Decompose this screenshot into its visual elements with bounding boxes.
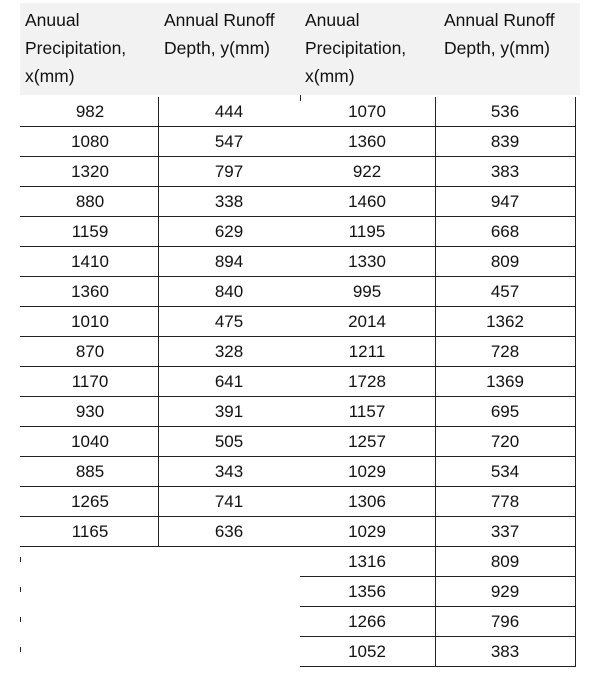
row-divider (20, 186, 300, 187)
left-runoff-cell: 894 (214, 252, 244, 271)
row-divider (300, 546, 576, 547)
right-runoff-cell: 809 (490, 252, 520, 271)
row-divider (300, 456, 576, 457)
edge-tick (20, 647, 21, 652)
edge-tick (20, 617, 21, 622)
header-runoff-1: Annual Runoff Depth, y(mm) (164, 10, 275, 58)
row-divider (300, 636, 576, 637)
column-divider (158, 97, 159, 547)
right-precipitation-cell: 922 (352, 162, 382, 181)
row-divider (20, 336, 300, 337)
right-runoff-cell: 778 (490, 492, 520, 511)
row-divider (300, 216, 576, 217)
right-runoff-cell: 720 (490, 432, 520, 451)
row-divider (20, 246, 300, 247)
left-precipitation-cell: 1010 (71, 312, 109, 331)
right-precipitation-cell: 1356 (348, 582, 386, 601)
row-divider (300, 426, 576, 427)
right-table-row (0, 187, 603, 217)
edge-tick (20, 557, 21, 562)
row-divider (300, 186, 576, 187)
left-precipitation-cell: 1410 (71, 252, 109, 271)
row-divider (300, 366, 576, 367)
right-runoff-cell: 383 (490, 162, 520, 181)
row-divider (300, 126, 576, 127)
right-runoff-cell: 536 (490, 102, 520, 121)
right-table-row (0, 277, 603, 307)
row-divider (20, 456, 300, 457)
right-precipitation-cell: 1070 (348, 102, 386, 121)
header-runoff-2: Annual Runoff Depth, y(mm) (444, 10, 555, 58)
edge-tick (20, 587, 21, 592)
right-table-row (0, 577, 603, 607)
right-precipitation-cell: 1195 (348, 222, 386, 241)
right-table-row (0, 457, 603, 487)
left-runoff-cell: 636 (214, 522, 244, 541)
row-divider (20, 276, 300, 277)
left-precipitation-cell: 1320 (71, 162, 109, 181)
left-precipitation-cell: 1360 (71, 282, 109, 301)
left-precipitation-cell: 1170 (71, 372, 109, 391)
left-runoff-cell: 641 (214, 372, 244, 391)
left-precipitation-cell: 1080 (71, 132, 109, 151)
left-runoff-cell: 343 (214, 462, 244, 481)
row-divider (300, 516, 576, 517)
right-table-row (0, 217, 603, 247)
column-divider (300, 95, 301, 101)
right-precipitation-cell: 1316 (348, 552, 386, 571)
right-table-row (0, 157, 603, 187)
row-divider (20, 546, 300, 547)
row-divider (300, 396, 576, 397)
left-runoff-cell: 444 (214, 102, 244, 121)
row-divider (300, 306, 576, 307)
left-precipitation-cell: 1159 (71, 222, 109, 241)
right-runoff-cell: 796 (490, 612, 520, 631)
left-precipitation-cell: 1165 (71, 522, 109, 541)
right-table-row (0, 397, 603, 427)
right-precipitation-cell: 1360 (348, 132, 386, 151)
left-runoff-cell: 505 (214, 432, 244, 451)
row-divider (300, 156, 576, 157)
left-precipitation-cell: 880 (75, 192, 105, 211)
right-table-row (0, 127, 603, 157)
row-divider (20, 426, 300, 427)
right-runoff-cell: 383 (490, 642, 520, 661)
right-table-row (0, 247, 603, 277)
right-runoff-cell: 337 (490, 522, 520, 541)
left-precipitation-cell: 930 (75, 402, 105, 421)
row-divider (20, 216, 300, 217)
row-divider (20, 156, 300, 157)
column-divider (575, 97, 576, 667)
right-precipitation-cell: 1728 (348, 372, 386, 391)
left-precipitation-cell: 1040 (71, 432, 109, 451)
right-runoff-cell: 839 (490, 132, 520, 151)
right-precipitation-cell: 1029 (348, 522, 386, 541)
row-divider (300, 276, 576, 277)
column-divider (435, 97, 436, 667)
right-runoff-cell: 929 (490, 582, 520, 601)
left-runoff-cell: 547 (214, 132, 244, 151)
right-runoff-cell: 1362 (486, 312, 524, 331)
left-runoff-cell: 840 (214, 282, 244, 301)
row-divider (20, 486, 300, 487)
right-runoff-cell: 728 (490, 342, 520, 361)
left-precipitation-cell: 870 (75, 342, 105, 361)
left-precipitation-cell: 982 (75, 102, 105, 121)
left-precipitation-cell: 885 (75, 462, 105, 481)
right-runoff-cell: 695 (490, 402, 520, 421)
right-precipitation-cell: 1157 (348, 402, 386, 421)
right-precipitation-cell: 995 (352, 282, 382, 301)
right-table-row (0, 637, 603, 667)
right-precipitation-cell: 1052 (348, 642, 386, 661)
row-divider (300, 486, 576, 487)
right-table-row (0, 97, 603, 127)
left-precipitation-cell: 1265 (71, 492, 109, 511)
row-divider (20, 396, 300, 397)
row-divider (20, 306, 300, 307)
header-precipitation-1: Anuual Precipitation, x(mm) (25, 10, 127, 86)
right-precipitation-cell: 1211 (348, 342, 386, 361)
right-precipitation-cell: 1266 (348, 612, 386, 631)
right-runoff-cell: 947 (490, 192, 520, 211)
left-runoff-cell: 629 (214, 222, 244, 241)
row-divider (20, 366, 300, 367)
row-divider (300, 246, 576, 247)
right-table-row (0, 427, 603, 457)
right-table-row (0, 487, 603, 517)
right-precipitation-cell: 2014 (348, 312, 386, 331)
left-runoff-cell: 328 (214, 342, 244, 361)
left-runoff-cell: 338 (214, 192, 244, 211)
right-precipitation-cell: 1257 (348, 432, 386, 451)
row-divider (300, 576, 576, 577)
row-divider (20, 126, 300, 127)
right-table-row (0, 337, 603, 367)
right-runoff-cell: 668 (490, 222, 520, 241)
left-runoff-cell: 475 (214, 312, 244, 331)
right-precipitation-cell: 1306 (348, 492, 386, 511)
row-divider (300, 606, 576, 607)
header-precipitation-2: Anuual Precipitation, x(mm) (305, 10, 407, 86)
right-precipitation-cell: 1029 (348, 462, 386, 481)
right-precipitation-cell: 1330 (348, 252, 386, 271)
right-runoff-cell: 534 (490, 462, 520, 481)
right-runoff-cell: 457 (490, 282, 520, 301)
row-divider (20, 516, 300, 517)
right-table-row (0, 547, 603, 577)
row-divider (300, 336, 576, 337)
right-table-row (0, 367, 603, 397)
right-table-row (0, 307, 603, 337)
right-runoff-cell: 1369 (486, 372, 524, 391)
left-runoff-cell: 741 (214, 492, 244, 511)
right-precipitation-cell: 1460 (348, 192, 386, 211)
left-runoff-cell: 797 (214, 162, 244, 181)
right-table-row (0, 607, 603, 637)
row-divider (300, 666, 576, 667)
left-runoff-cell: 391 (214, 402, 244, 421)
right-runoff-cell: 809 (490, 552, 520, 571)
right-table-row (0, 517, 603, 547)
